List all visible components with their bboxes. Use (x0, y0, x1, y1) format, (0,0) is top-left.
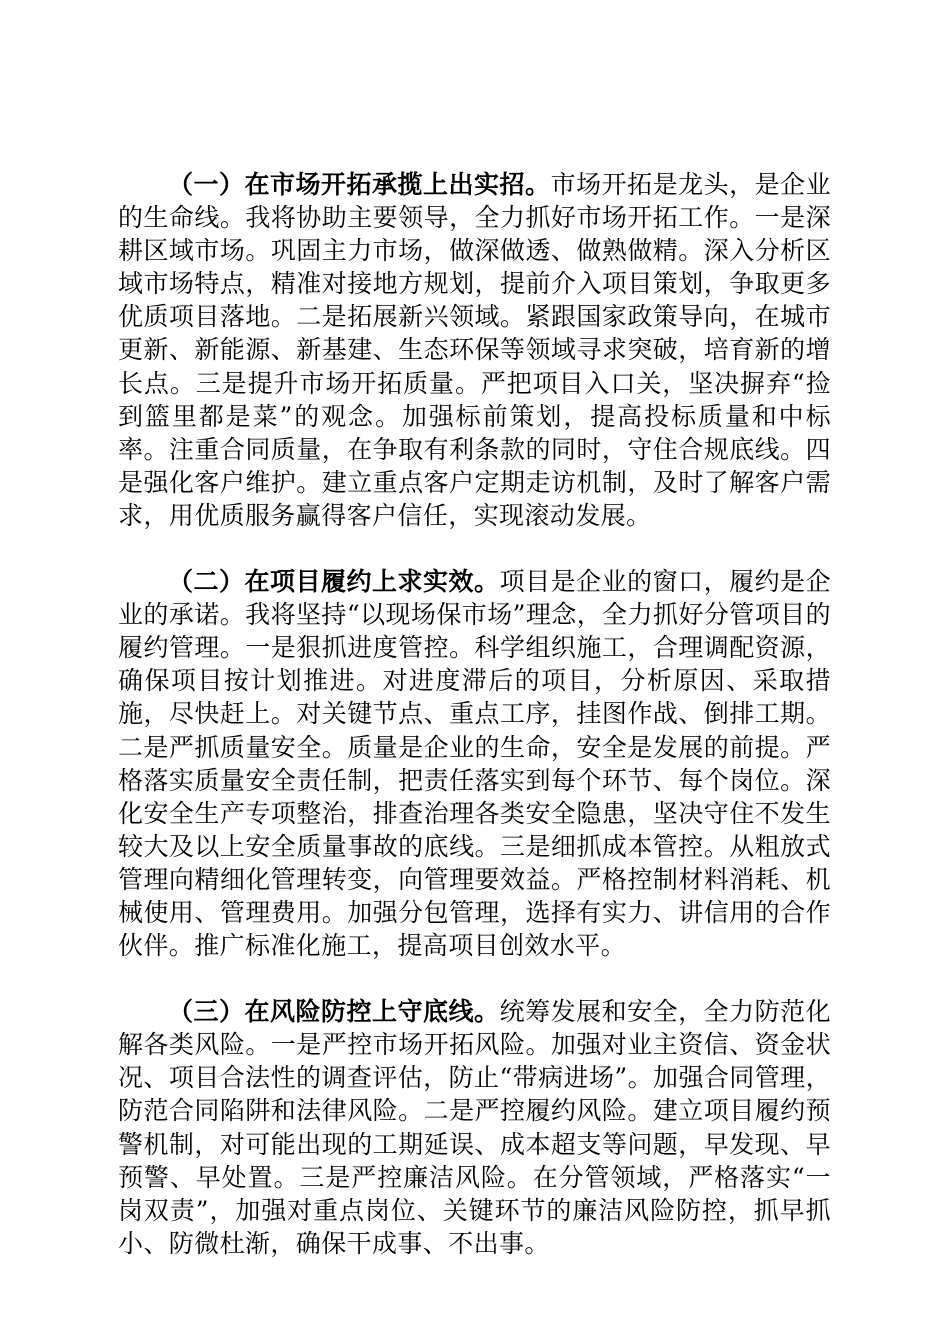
section-body: 项目是企业的窗口，履约是企业的承诺。我将坚持“以现场保市场”理念，全力抓好分管项目的履约管理。一是狠抓进度管控。科学组织施工，合理调配资源，确保项目按计划推进。对进度滞后的项目，分析原因、采取措施，尽快赶上。对关键节点、重点工序，挂图作战、倒排工期。二是严抓质量安全。质量是企业的生命，安全是发展的前提。严格落实质量安全责任制，把责任落实到每个环节、每个岗位。深化安全生产专项整治，排查治理各类安全隐患，坚决守住不发生较大及以上安全质量事故的底线。三是细抓成本管控。从粗放式管理向精细化管理转变，向管理要效益。严格控制材料消耗、机械使用、管理费用。加强分包管理，选择有实力、讲信用的合作伙伴。推广标准化施工，提高项目创效水平。 (118, 567, 832, 961)
section-heading: （一）在市场开拓承揽上出实招。 (168, 170, 551, 199)
section-heading: （三）在风险防控上守底线。 (168, 997, 500, 1027)
section-risk-control (118, 995, 831, 1260)
section-project-performance (118, 565, 831, 962)
document-page (118, 168, 831, 1260)
section-market-expansion (118, 168, 831, 532)
section-body: 市场开拓是龙头，是企业的生命线。我将协助主要领导，全力抓好市场开拓工作。一是深耕区域市场。巩固主力市场，做深做透、做熟做精。深入分析区域市场特点，精准对接地方规划，提前介入项目策划，争取更多优质项目落地。二是拓展新兴领域。紧跟国家政策导向，在城市更新、新能源、新基建、生态环保等领域寻求突破，培育新的增长点。三是提升市场开拓质量。严把项目入口关，坚决摒弃“捡到篮里都是菜”的观念。加强标前策划，提高投标质量和中标率。注重合同质量，在争取有利条款的同时，守住合规底线。四是强化客户维护。建立重点客户定期走访机制，及时了解客户需求，用优质服务赢得客户信任，实现滚动发展。 (118, 170, 831, 530)
section-heading: （二）在项目履约上求实效。 (168, 567, 500, 597)
section-body: 统筹发展和安全，全力防范化解各类风险。一是严控市场开拓风险。加强对业主资信、资金状况、项目合法性的调查评估，防止“带病进场”。加强合同管理，防范合同陷阱和法律风险。二是严控履约风险。建立项目履约预警机制，对可能出现的工期延误、成本超支等问题，早发现、早预警、早处置。三是严控廉洁风险。在分管领域，严格落实“一岗双责”，加强对重点岗位、关键环节的廉洁风险防控，抓早抓小、防微杜渐，确保干成事、不出事。 (118, 997, 832, 1258)
